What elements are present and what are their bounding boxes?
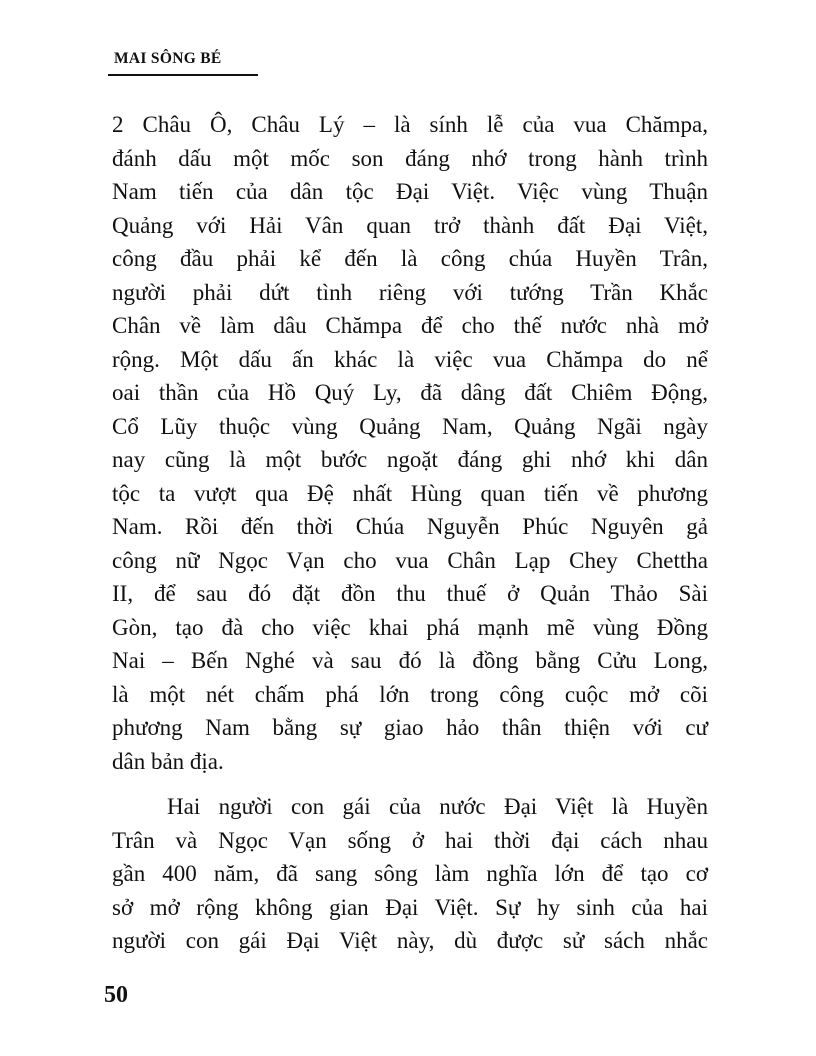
- paragraph-2: [112, 790, 708, 958]
- text-line: dân bản địa.: [112, 748, 224, 774]
- text-line: rộng. Một dấu ấn khác là việc vua Chămpa do nể: [112, 346, 708, 372]
- paragraph-gap: [112, 778, 708, 790]
- text-line: gần 400 năm, đã sang sông làm nghĩa lớn để tạo cơ: [112, 861, 708, 886]
- paragraph-1: [112, 108, 708, 778]
- text-line: oai thần của Hồ Quý Ly, đã dâng đất Chiêm Động,: [112, 380, 708, 405]
- text-line: người phải dứt tình riêng với tướng Trần Khắc: [112, 279, 708, 305]
- text-line: tộc ta vượt qua Đệ nhất Hùng quan tiến về phương: [112, 480, 708, 506]
- text-line: người con gái Đại Việt này, dù được sử sách nhắc: [112, 928, 708, 953]
- text-line: sở mở rộng không gian Đại Việt. Sự hy sinh của hai: [112, 894, 708, 920]
- text-line: II, để sau đó đặt đồn thu thuế ở Quản Thảo Sài: [112, 581, 708, 606]
- page-number: 50: [104, 982, 128, 1008]
- text-line: công đầu phải kể đến là công chúa Huyền Trân,: [112, 246, 708, 271]
- text-line: Cổ Lũy thuộc vùng Quảng Nam, Quảng Ngãi ngày: [112, 413, 708, 439]
- text-line: đánh dấu một mốc son đáng nhớ trong hành trình: [112, 145, 708, 171]
- text-line: Nai – Bến Nghé và sau đó là đồng bằng Cửu Long,: [112, 648, 708, 673]
- text-line: Hai người con gái của nước Đại Việt là Huyền: [167, 794, 708, 819]
- text-line: Trân và Ngọc Vạn sống ở hai thời đại cách nhau: [112, 827, 708, 853]
- running-header: MAI SÔNG BÉ: [114, 50, 222, 67]
- text-line: Quảng với Hải Vân quan trở thành đất Đại Việt,: [112, 212, 708, 238]
- text-line: công nữ Ngọc Vạn cho vua Chân Lạp Chey Chettha: [112, 547, 708, 573]
- text-line: Chân về làm dâu Chămpa để cho thế nước nhà mở: [112, 313, 708, 338]
- text-line: Nam. Rồi đến thời Chúa Nguyễn Phúc Nguyên gả: [112, 514, 708, 539]
- text-line: 2 Châu Ô, Châu Lý – là sính lễ của vua Chămpa,: [112, 112, 708, 137]
- text-line: nay cũng là một bước ngoặt đáng ghi nhớ khi dân: [112, 447, 708, 472]
- header-rule: [108, 74, 258, 76]
- text-line: Gòn, tạo đà cho việc khai phá mạnh mẽ vùng Đồng: [112, 614, 708, 640]
- body-text: [112, 108, 708, 958]
- text-line: phương Nam bằng sự giao hảo thân thiện với cư: [112, 715, 708, 740]
- text-line: Nam tiến của dân tộc Đại Việt. Việc vùng Thuận: [112, 179, 708, 204]
- text-line: là một nét chấm phá lớn trong công cuộc mở cõi: [112, 681, 708, 707]
